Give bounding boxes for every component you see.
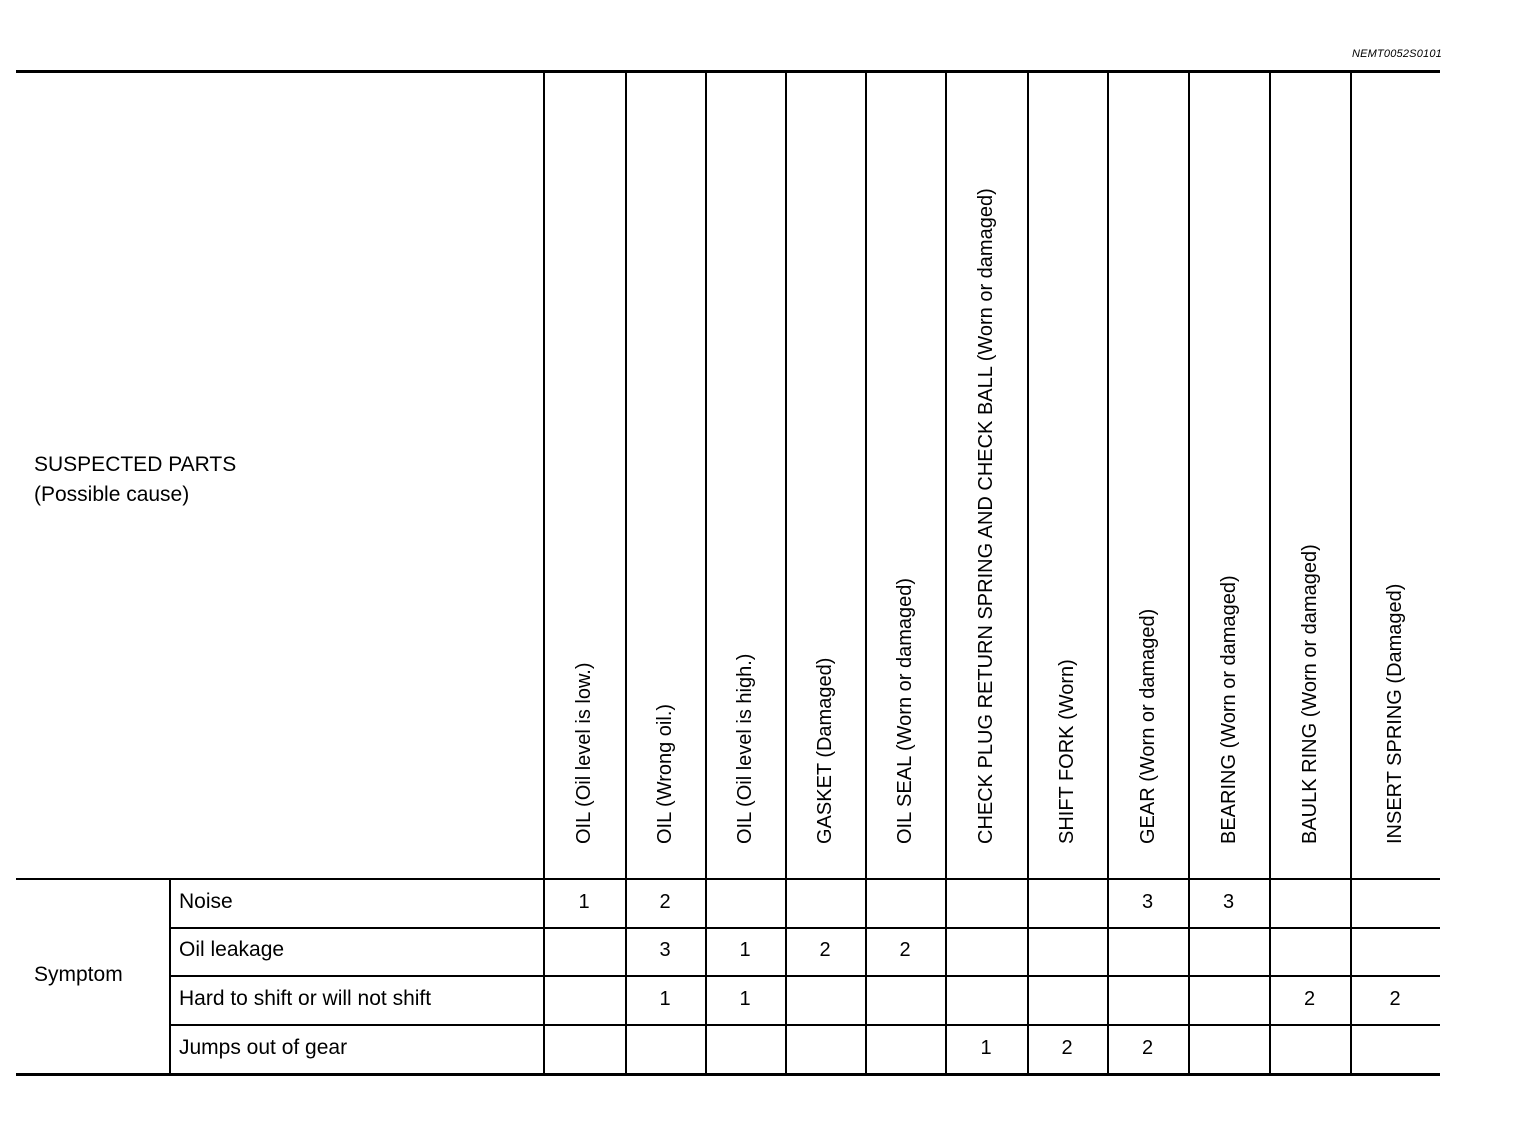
- column-header-label: OIL (Oil level is low.): [573, 662, 595, 844]
- priority-value: 2: [899, 939, 911, 961]
- column-header-label: INSERT SPRING (Damaged): [1384, 583, 1406, 844]
- column-header-label: BAULK RING (Worn or damaged): [1298, 544, 1321, 844]
- header-line-2: (Possible cause): [34, 483, 190, 506]
- row-divider: [169, 1024, 1440, 1026]
- column-header-label: BEARING (Worn or damaged): [1217, 575, 1240, 844]
- top-rule: [16, 70, 1440, 73]
- priority-value: 1: [980, 1036, 992, 1059]
- column-header: [625, 76, 705, 866]
- column-header: [785, 76, 865, 866]
- priority-value: 2: [1303, 987, 1316, 1010]
- priority-value: 3: [1141, 890, 1154, 913]
- column-header: [865, 76, 945, 866]
- column-header-label: OIL (Oil level is high.): [734, 653, 756, 844]
- priority-value: 2: [1141, 1036, 1154, 1059]
- symptom-row-label: Noise: [179, 889, 233, 913]
- column-header: [1188, 76, 1269, 866]
- column-header-label: SHIFT FORK (Worn): [1056, 659, 1078, 844]
- column-header: [1027, 76, 1107, 866]
- symptom-group-label: Symptom: [34, 963, 123, 986]
- row-divider: [169, 927, 1440, 929]
- symptom-row-label: Jumps out of gear: [179, 1035, 348, 1059]
- priority-value: 2: [659, 890, 671, 913]
- symptom-row-label: Oil leakage: [179, 938, 285, 961]
- column-header-label: GEAR (Worn or damaged): [1136, 608, 1159, 844]
- priority-value: 2: [1389, 987, 1401, 1010]
- symptom-row-label: Hard to shift or will not shift: [179, 986, 432, 1010]
- priority-value: 1: [739, 939, 751, 961]
- reference-code: NEMT0052S0101: [1351, 48, 1442, 60]
- column-header: [1107, 76, 1188, 866]
- priority-value: 3: [1222, 890, 1235, 913]
- header-bottom-line: [16, 878, 1440, 880]
- row-divider: [169, 975, 1440, 977]
- priority-value: 2: [819, 939, 831, 961]
- column-header-label: GASKET (Damaged): [814, 657, 836, 844]
- priority-value: 1: [659, 987, 671, 1010]
- column-header: [543, 76, 625, 866]
- bottom-rule: [16, 1073, 1440, 1076]
- column-header-label: OIL (Wrong oil.): [654, 703, 676, 844]
- priority-value: 1: [739, 987, 751, 1010]
- priority-value: 2: [1061, 1036, 1073, 1059]
- priority-value: 3: [659, 939, 671, 961]
- column-header: [1350, 76, 1440, 866]
- priority-value: 1: [578, 890, 590, 913]
- column-header: [1269, 76, 1350, 866]
- column-header-label: OIL SEAL (Worn or damaged): [894, 577, 916, 844]
- column-header-label: CHECK PLUG RETURN SPRING AND CHECK BALL (Worn or damaged): [975, 188, 997, 844]
- header-line-1: SUSPECTED PARTS: [34, 453, 237, 476]
- column-header: [945, 76, 1027, 866]
- suspected-parts-header: [34, 450, 236, 510]
- column-header: [705, 76, 785, 866]
